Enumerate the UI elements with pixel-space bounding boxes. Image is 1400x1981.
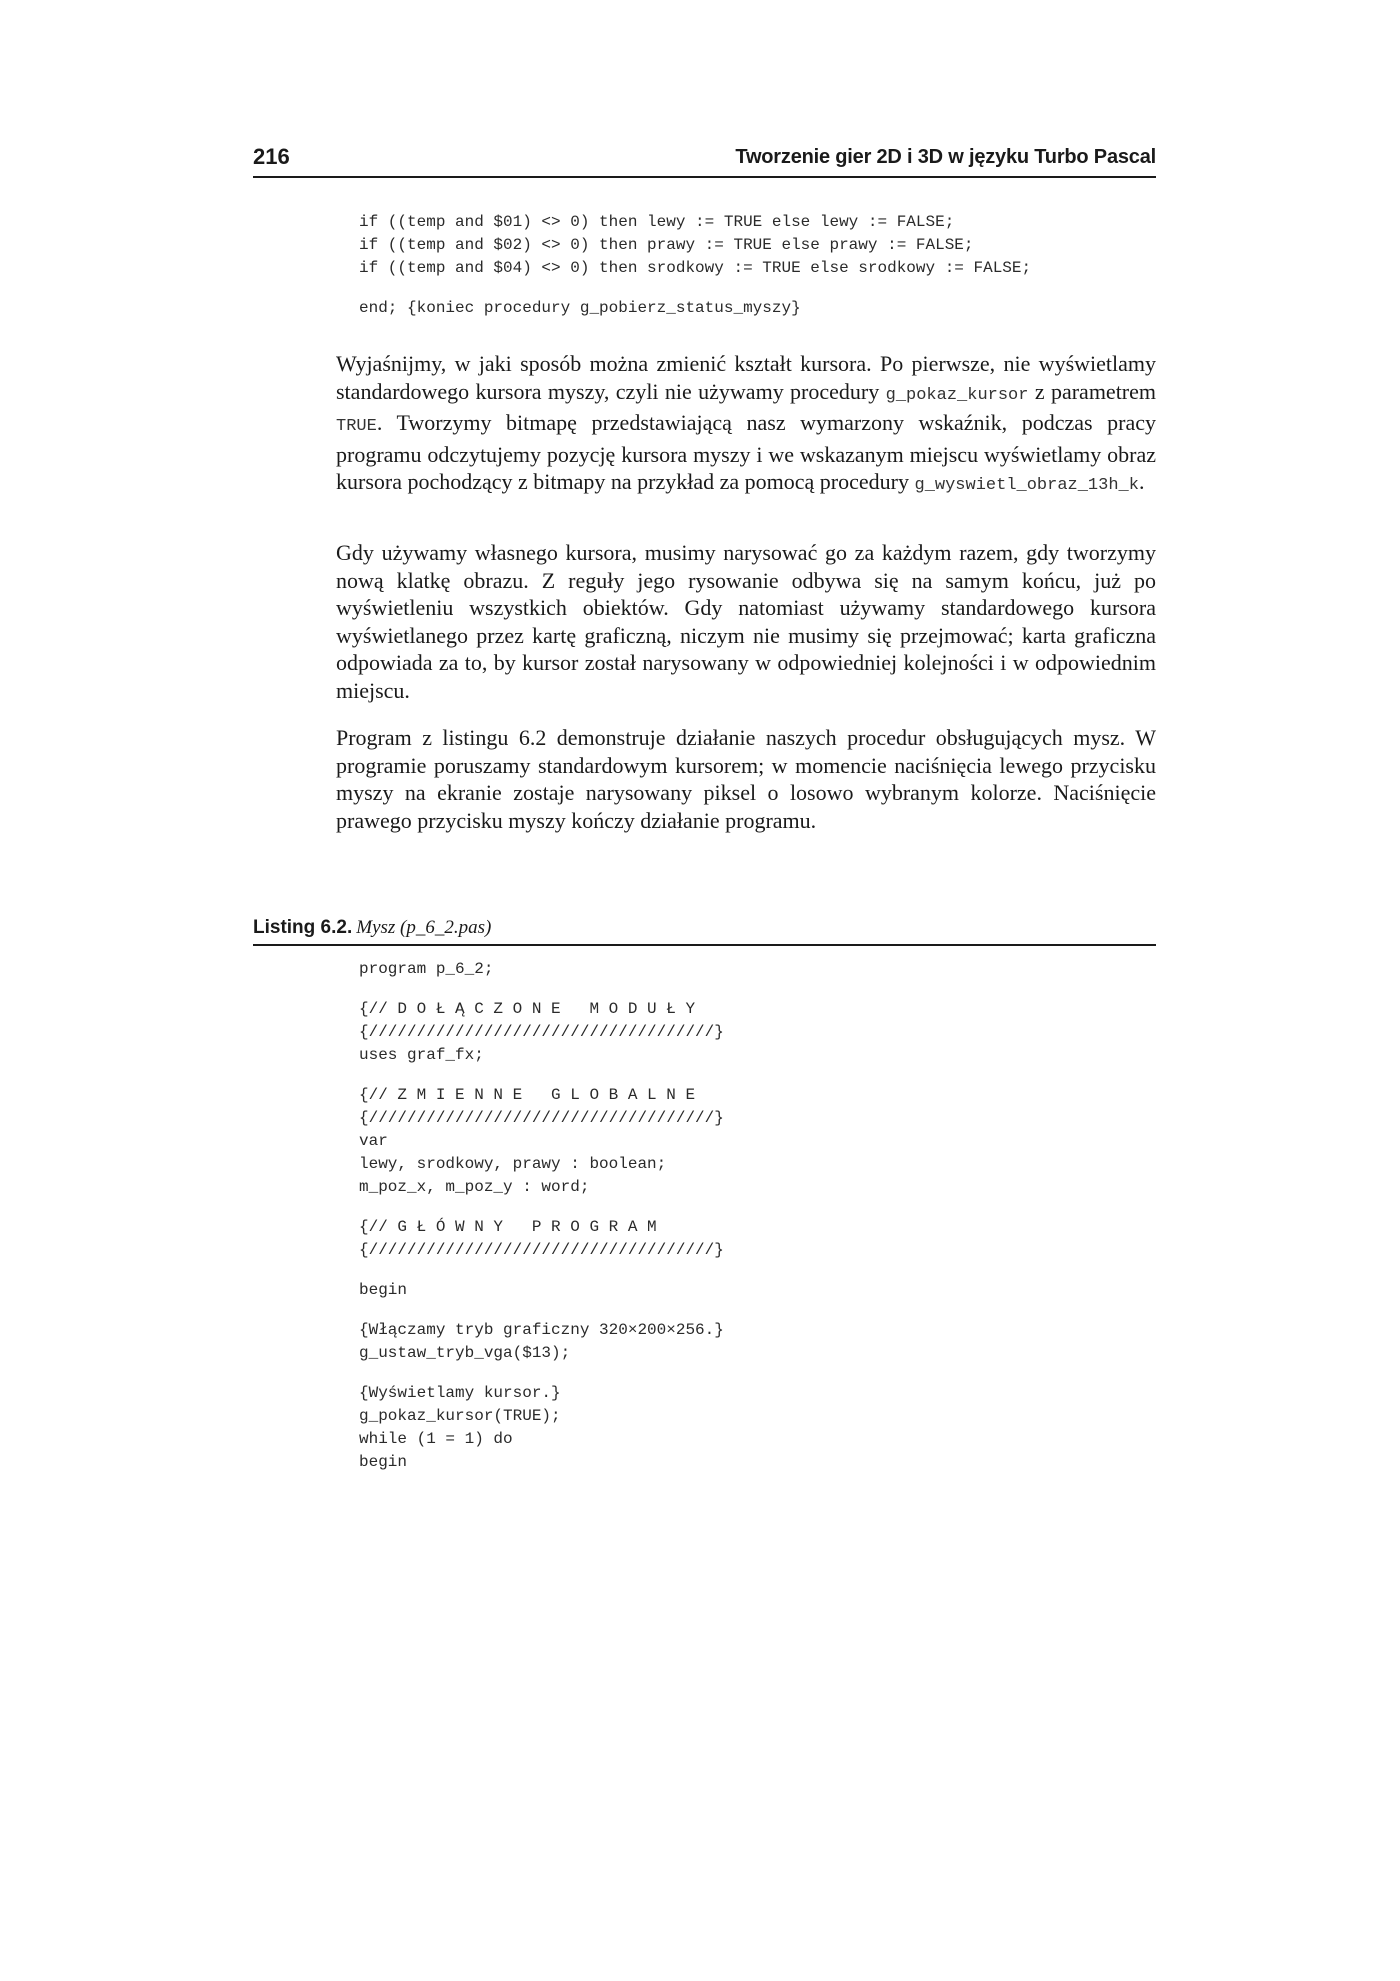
inline-code-procedure: g_pokaz_kursor: [885, 385, 1029, 405]
code-line: var: [359, 1132, 388, 1150]
code-line: {// Z M I E N N E G L O B A L N E: [359, 1086, 696, 1104]
code-line: g_pokaz_kursor(TRUE);: [359, 1407, 561, 1425]
code-snippet-top: [359, 211, 1031, 320]
code-line: {////////////////////////////////////}: [359, 1241, 724, 1259]
paragraph-cursor-shape: [336, 350, 1156, 500]
code-line: m_poz_x, m_poz_y : word;: [359, 1178, 590, 1196]
code-line: lewy, srodkowy, prawy : boolean;: [359, 1155, 667, 1173]
listing-label: Listing 6.2.: [253, 917, 353, 938]
running-title: Tworzenie gier 2D i 3D w języku Turbo Pascal: [735, 146, 1156, 168]
code-line: uses graf_fx;: [359, 1046, 484, 1064]
code-line: {// G Ł Ó W N Y P R O G R A M: [359, 1218, 657, 1236]
code-line: end; {koniec procedury g_pobierz_status_myszy}: [359, 299, 801, 317]
code-line: {Włączamy tryb graficzny 320×200×256.}: [359, 1321, 724, 1339]
paragraph-text: . Tworzymy bitmapę przedstawiającą nasz wymarzony wskaźnik, podczas pracy programu odczytujemy pozycję kursora myszy i we wskazanym miejscu wyświetlamy obraz kursora pochodzący z bitmapy na przykład za pomocą procedury: [336, 410, 1156, 494]
code-line: {////////////////////////////////////}: [359, 1109, 724, 1127]
code-line: {// D O Ł Ą C Z O N E M O D U Ł Y: [359, 1000, 696, 1018]
code-line: {////////////////////////////////////}: [359, 1023, 724, 1041]
code-line: program p_6_2;: [359, 960, 494, 978]
code-line: begin: [359, 1453, 408, 1471]
paragraph-own-cursor: Gdy używamy własnego kursora, musimy narysować go za każdym razem, gdy tworzymy nową klatkę obrazu. Z reguły jego rysowanie odbywa się na samym końcu, już po wyświetleniu wszystkich obiektów. Gdy natomiast używamy standardowego kursora wyświetlanego przez kartę graficzną, niczym nie musimy się przejmować; karta graficzna odpowiada za to, by kursor został narysowany w odpowiedniej kolejności i w odpowiednim miejscu.: [336, 540, 1156, 703]
paragraph-text: z parametrem: [1028, 378, 1157, 404]
paragraph-text: .: [1138, 469, 1145, 494]
listing-title: Mysz (p_6_2.pas): [356, 917, 492, 938]
page-number: 216: [253, 144, 290, 169]
inline-code-constant: TRUE: [336, 417, 377, 436]
code-line: if ((temp and $01) <> 0) then lewy := TRUE else lewy := FALSE;: [359, 213, 955, 231]
code-line: while (1 = 1) do: [359, 1430, 513, 1448]
paragraph-text: Wyjaśnijmy, w jaki sposób można zmienić kształt kursora. Po pierwsze, nie wyświetlamy standardowego kursora myszy, czyli nie używamy procedury: [336, 351, 1156, 404]
code-line: if ((temp and $02) <> 0) then prawy := TRUE else prawy := FALSE;: [359, 236, 974, 254]
listing-code: [359, 958, 724, 1474]
code-line: begin: [359, 1281, 408, 1299]
paragraph-program-description: Program z listingu 6.2 demonstruje działanie naszych procedur obsługujących mysz. W programie poruszamy standardowym kursorem; w momencie naciśnięcia lewego przycisku myszy na ekranie zostaje narysowany piksel o losowo wybranym kolorze. Naciśnięcie prawego przycisku myszy kończy działanie programu.: [336, 725, 1156, 833]
code-line: g_ustaw_tryb_vga($13);: [359, 1344, 571, 1362]
inline-code-procedure: g_wyswietl_obraz_13h_k: [914, 476, 1139, 495]
listing-caption: [253, 914, 1156, 946]
code-line: {Wyświetlamy kursor.}: [359, 1384, 561, 1402]
code-line: if ((temp and $04) <> 0) then srodkowy := TRUE else srodkowy := FALSE;: [359, 259, 1032, 277]
page-header: [253, 144, 1156, 178]
